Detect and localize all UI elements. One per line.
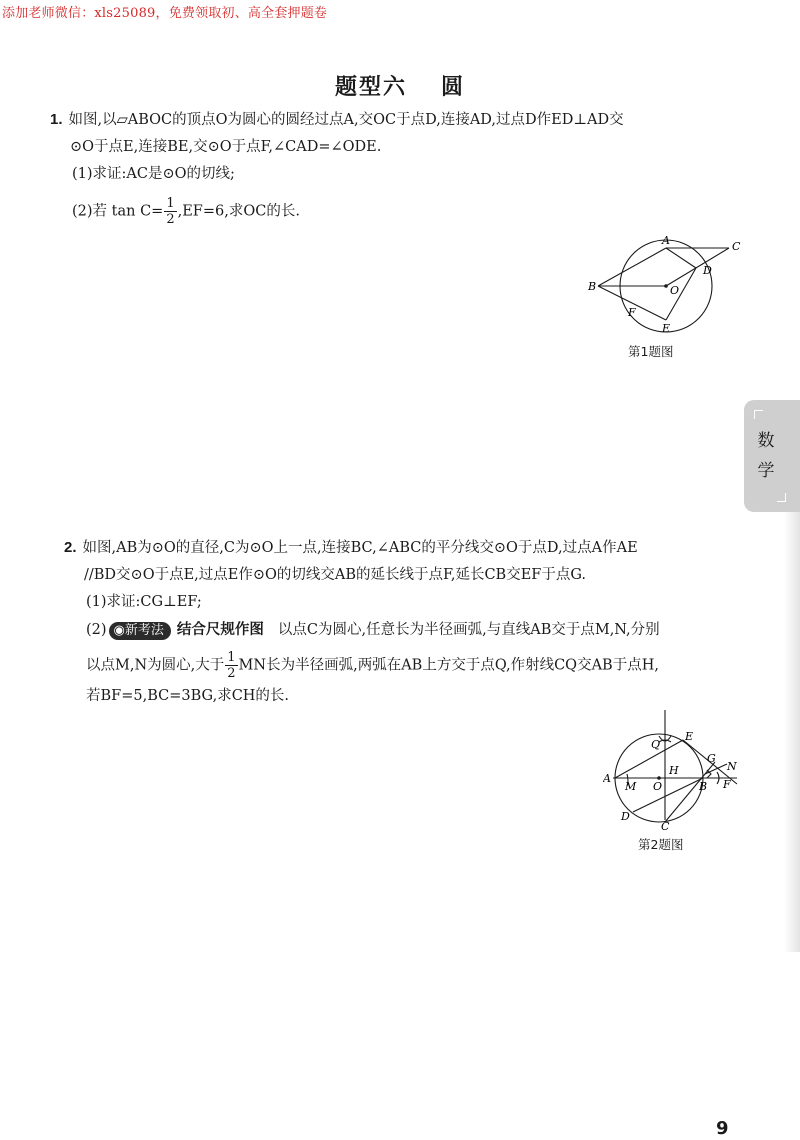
q2-label-q: Q	[651, 738, 661, 751]
q2-number: 2.	[64, 539, 77, 556]
q1-label-o: O	[670, 284, 680, 297]
q2-line1	[64, 538, 638, 558]
q2-figure-caption: 第2题图	[638, 837, 684, 852]
q2-label-c: C	[661, 820, 670, 832]
q2-label-o: O	[653, 780, 663, 793]
tab-bracket-bottom	[777, 493, 786, 502]
q1-figure	[586, 232, 750, 342]
q1-fraction-den: 2	[166, 212, 175, 227]
page-title-part2: 圆	[441, 75, 466, 100]
q2-fraction-num: 1	[227, 650, 236, 665]
q1-center-dot	[664, 284, 668, 288]
tab-bracket-top	[754, 410, 763, 419]
q2-label-g: G	[707, 752, 716, 765]
q1-segment-ba	[598, 248, 666, 286]
q2-text-line1: 如图,AB为⊙O的直径,C为⊙O上一点,连接BC,∠ABC的平分线交⊙O于点D,过点A作AE	[82, 540, 638, 556]
q2-sub2-prefix: (2)	[86, 622, 107, 638]
q2-line2: //BD交⊙O于点E,过点E作⊙O的切线交AB的延长线于点F,延长CB交EF于点G.	[84, 567, 587, 583]
q1-line2: ⊙O于点E,连接BE,交⊙O于点F,∠CAD=∠ODE.	[70, 139, 382, 155]
q1-label-e: E	[662, 322, 671, 335]
q1-label-a: A	[662, 234, 670, 247]
q2-sub2	[86, 620, 660, 640]
tab-label-char2: 学	[757, 461, 775, 481]
q2-sub2-text: 以点C为圆心,任意长为半径画弧,与直线AB交于点M,N,分别	[277, 622, 660, 638]
q1-fraction	[164, 196, 176, 227]
q2-label-b: B	[699, 780, 708, 793]
q2-figure	[603, 706, 749, 832]
q2-fraction	[225, 650, 237, 681]
q1-line1	[50, 110, 624, 130]
q1-number: 1.	[50, 111, 63, 128]
q2-line4-prefix: 以点M,N为圆心,大于	[86, 657, 225, 674]
q1-label-c: C	[732, 240, 741, 253]
q1-figure-caption: 第1题图	[628, 344, 674, 359]
q2-sub1: (1)求证:CG⊥EF;	[86, 594, 202, 610]
q2-line4-suffix: MN长为半径画弧,两弧在AB上方交于点Q,作射线CQ交AB于点H,	[238, 657, 659, 674]
watermark-text: 添加老师微信：xls25089，免费领取初、高全套押题卷	[2, 6, 328, 21]
q2-label-e: E	[685, 730, 694, 743]
tab-label	[744, 426, 788, 486]
q1-sub2	[72, 196, 300, 227]
q2-line4	[86, 650, 659, 681]
subject-tab	[744, 400, 800, 512]
page-title-part1: 题型六	[334, 75, 407, 100]
q2-label-f: F	[723, 778, 731, 791]
q2-badge-tag: 结合尺规作图	[176, 622, 264, 638]
q2-label-d: D	[621, 810, 630, 823]
tab-label-char1: 数	[757, 431, 775, 451]
q2-fraction-den: 2	[227, 666, 236, 681]
q1-segment-ad	[666, 248, 696, 268]
q2-label-h: H	[669, 764, 679, 777]
q1-label-f: F	[628, 306, 636, 319]
q2-label-n: N	[727, 760, 737, 773]
q2-label-m: M	[625, 780, 637, 793]
page-edge-shadow	[784, 512, 800, 952]
q2-line5: 若BF=5,BC=3BG,求CH的长.	[86, 688, 290, 704]
new-method-badge-text: 新考法	[124, 623, 164, 638]
q1-sub2-suffix: ,EF=6,求OC的长.	[177, 203, 300, 220]
q1-label-b: B	[588, 280, 597, 293]
q1-fraction-num: 1	[166, 196, 175, 211]
page-number: 9	[716, 1118, 729, 1139]
new-method-badge: ◉新考法	[109, 622, 171, 640]
q1-sub2-prefix: (2)若 tan C=	[72, 203, 164, 220]
q1-label-d: D	[703, 264, 712, 277]
q2-label-a: A	[603, 772, 611, 785]
q1-text-line1: 如图,以▱ABOC的顶点O为圆心的圆经过点A,交OC于点D,连接AD,过点D作ED⊥AD交	[68, 112, 624, 128]
page-title	[0, 70, 800, 101]
q1-sub1: (1)求证:AC是⊙O的切线;	[72, 166, 235, 182]
